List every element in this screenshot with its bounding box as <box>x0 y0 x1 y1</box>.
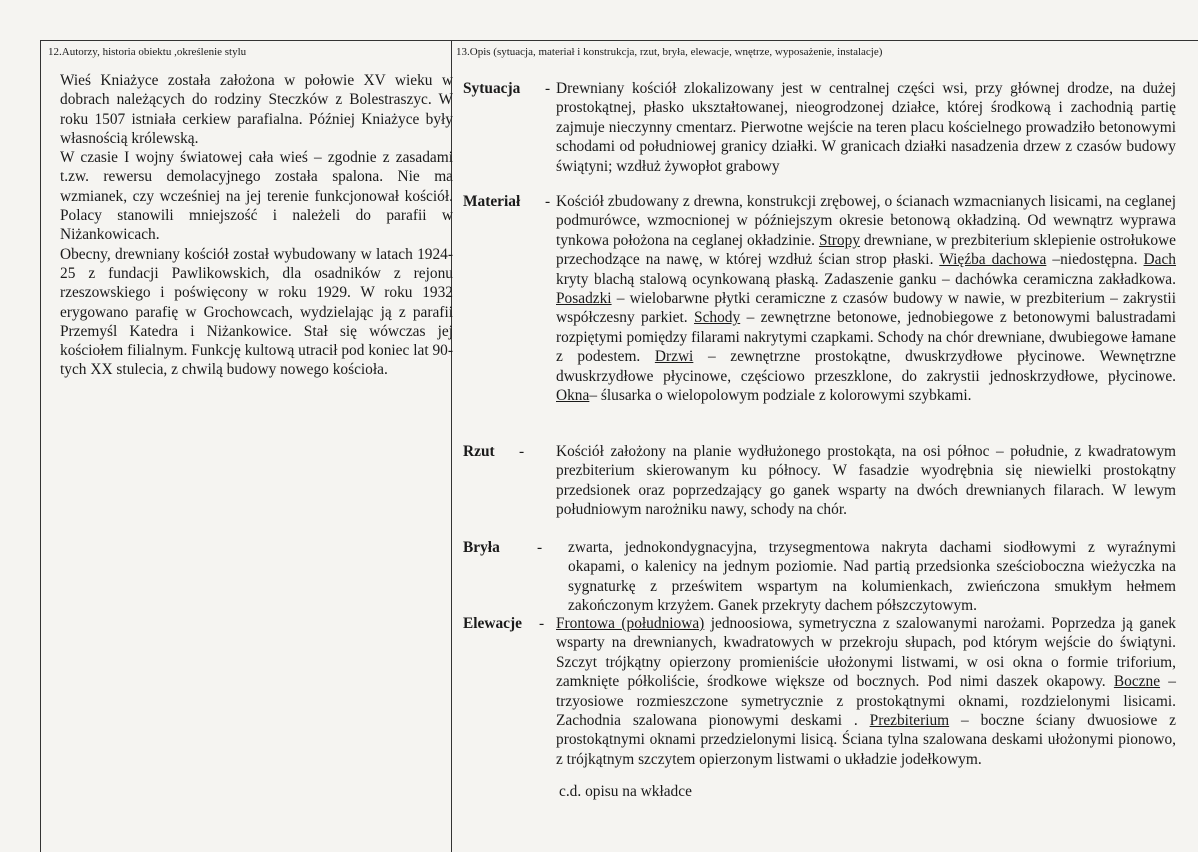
section-sytuacja: Sytuacja - Drewniany kościół zlokalizowany jest w centralnej części wsi, przy głównej drodze, na dużej prostokątnej, płasko ukształtowanej, nieogrodzonej działce, której środkową i zachodnią partię zajmuje nieczynny cmentarz. Pierwotne wejście na teren placu kościelnego prowadziło betonowymi schodami od południowej granicy działki. W granicach działki nasadzenia drzew z czasów budowy świątyni; wzdłuż żywopłot grabowy <box>463 80 1176 175</box>
term-okna: Okna <box>556 387 590 405</box>
term-schody: Schody <box>694 309 741 327</box>
term-posadzki: Posadzki <box>556 290 612 308</box>
history-text <box>60 71 453 380</box>
term-boczne: Boczne <box>1113 673 1161 691</box>
section-text-material: Kościół zbudowany z drewna, konstrukcji zrębowej, o ścianach wzmacnianych lisicami, na ceglanej podmurówce, wzmocnionej w późniejszym okresie betonową okładziną. Od wewnątrz wyprawa tynkowa położona na ceglanej okładzinie. Stropy drewniane, w prezbiterium sklepienie ostrołukowe przechodzące na nawę, w której wzdłuż ścian strop płaski. Więźba dachowa –niedostępna. Dach kryty blachą stalową ocynkowaną płaską. Zadaszenie ganku – dachówka ceramiczna zakładkowa. Posadzki – wielobarwne płytki ceramiczne z czasów budowy w nawie, w prezbiterium – zakrystii współczesny parkiet. Schody – zewnętrzne betonowe, jednobiegowe z betonowymi balustradami rozpiętymi pomiędzy filarami nakrytymi czapkami. Schody na chór drewniane, dwubiegowe łamane z podestem. Drzwi – zewnętrzne prostokątne, dwuskrzydłowe płycinowe. Wewnętrzne dwuskrzydłowe płycinowe, częściowo przeszklone, do zakrystii jednoskrzydłowe, płycinowe. Okna– ślusarka o wielopolowym podziale z kolorowymi szybkami. <box>556 193 1177 405</box>
history-paragraph-1: Wieś Kniażyce została założona w połowie XV wieku w dobrach należących do rodziny Steczków z Bolestraszyc. W roku 1507 istniała cerkiew parafialna. Później Kniażyce były własnością królewską. <box>60 72 453 147</box>
continuation-note: c.d. opisu na wkładce <box>559 783 692 800</box>
term-wiezba: Więźba dachowa <box>939 251 1047 269</box>
section-label-sytuacja: Sytuacja <box>463 80 521 97</box>
section-text-sytuacja: Drewniany kościół zlokalizowany jest w centralnej części wsi, przy głównej drodze, na dużej prostokątnej, płasko ukształtowanej, nieogrodzonej działce, której środkową i zachodnią partię zajmuje nieczynny cmentarz. Pierwotne wejście na teren placu kościelnego prowadziło betonowymi schodami od południowej granicy działki. W granicach działki nasadzenia drzew z czasów budowy świątyni; wzdłuż żywopłot grabowy <box>556 80 1176 175</box>
history-paragraph-3: Obecny, drewniany kościół został wybudowany w latach 1924-25 z fundacji Pawlikowskich, dla osadników z rejonu rzeszowskiego i poświęcony w roku 1929. W roku 1932 erygowano parafię w Grochowcach, wydzielając ją z parafii Przemyśl Katedra i Niżankowice. Stał się wówczas jej kościołem filialnym. Funkcję kultową utracił pod koniec lat 90-tych XX stulecia, z chwilą budowy nowego kościoła. <box>60 245 453 379</box>
term-prezbiterium: Prezbiterium <box>869 712 950 730</box>
left-column-header: 12.Autorzy, historia obiektu ,określenie stylu <box>48 46 247 58</box>
history-paragraph-2: W czasie I wojny światowej cała wieś – zgodnie z zasadami t.zw. rewersu demolacyjnego została spalona. Nie ma wzmianek, czy wcześniej na jej terenie funkcjonował kościół. Polacy stanowili mniejszość i należeli do parafii w Niżankowicach. <box>60 149 453 244</box>
section-material: Materiał - Kościół zbudowany z drewna, konstrukcji zrębowej, o ścianach wzmacnianych lisicami, na ceglanej podmurówce, wzmocnionej w późniejszym okresie betonową okładziną. Od wewnątrz wyprawa tynkowa położona na ceglanej okładzinie. Stropy drewniane, w prezbiterium sklepienie ostrołukowe przechodzące na nawę, w której wzdłuż ścian strop płaski. Więźba dachowa –niedostępna. Dach kryty blachą stalową ocynkowaną płaską. Zadaszenie ganku – dachówka ceramiczna zakładkowa. Posadzki – wielobarwne płytki ceramiczne z czasów budowy w nawie, w prezbiterium – zakrystii współczesny parkiet. Schody – zewnętrzne betonowe, jednobiegowe z betonowymi balustradami rozpiętymi pomiędzy filarami nakrytymi czapkami. Schody na chór drewniane, dwubiegowe łamane z podestem. Drzwi – zewnętrzne prostokątne, dwuskrzydłowe płycinowe. Wewnętrzne dwuskrzydłowe płycinowe, częściowo przeszklone, do zakrystii jednoskrzydłowe, płycinowe. Okna– ślusarka o wielopolowym podziale z kolorowymi szybkami. <box>463 193 1177 405</box>
right-column-header: 13.Opis (sytuacja, materiał i konstrukcja, rzut, bryła, elewacje, wnętrze, wyposażenie, instalacje) <box>456 46 883 58</box>
section-elewacje: Elewacje - Frontowa (południowa) jednoosiowa, symetryczna z szalowanymi narożami. Poprzedza ją ganek wsparty na drewnianych, kwadratowych w przekroju słupach, pod którym wejście do świątyni. Szczyt trójkątny opierzony promieniście ułożonymi listwami, w osi okna o formie triforium, zamknięte półkoliście, środkowe większe od bocznych. Pod nimi daszek okapowy. Boczne – trzyosiowe rozmieszczone symetrycznie z prostokątnymi oknami, rozdzielonymi lisicami. Zachodnia szalowana pionowymi deskami . Prezbiterium – boczne ściany dwuosiowe z prostokątnymi oknami przedzielonymi lisicą. Ściana tylna szalowana deskami ułożonymi pionowo, z trójkątnym szczytem opierzonym listwami o układzie jodełkowym. <box>463 615 1176 768</box>
term-stropy: Stropy <box>818 231 861 249</box>
term-dach: Dach <box>1143 251 1177 269</box>
term-drzwi: Drzwi <box>654 348 694 366</box>
section-label-elewacje: Elewacje <box>463 615 522 632</box>
term-frontowa: Frontowa (południowa) <box>556 615 705 632</box>
section-label-material: Materiał <box>463 193 521 210</box>
section-text-elewacje: Frontowa (południowa) jednoosiowa, symetryczna z szalowanymi narożami. Poprzedza ją ganek wsparty na drewnianych, kwadratowych w przekroju słupach, pod którym wejście do świątyni. Szczyt trójkątny opierzony promieniście ułożonymi listwami, w osi okna o formie triforium, zamknięte półkoliście, środkowe większe od bocznych. Pod nimi daszek okapowy. Boczne – trzyosiowe rozmieszczone symetrycznie z prostokątnymi oknami, rozdzielonymi lisicami. Zachodnia szalowana pionowymi deskami . Prezbiterium – boczne ściany dwuosiowe z prostokątnymi oknami przedzielonymi lisicą. Ściana tylna szalowana deskami ułożonymi pionowo, z trójkątnym szczytem opierzonym listwami o układzie jodełkowym. <box>556 615 1176 768</box>
section-text-rzut: Kościół założony na planie wydłużonego prostokąta, na osi północ – południe, z kwadratowym prezbiterium skierowanym ku północy. W fasadzie wyodrębnia się niewielki prostokątny przedsionek oraz poprzedzający go ganek wsparty na dwóch drewnianych filarach. W lewym południowym narożniku nawy, schody na chór. <box>556 443 1176 519</box>
section-label-bryla: Bryła <box>463 539 500 556</box>
section-bryla: Bryła - zwarta, jednokondygnacyjna, trzysegmentowa nakryta dachami siodłowymi z wyraźnymi okapami, o kalenicy na jednym poziomie. Nad partią przedsionka sześcioboczna wieżyczka na sygnaturkę z prześwitem wspartym na kolumienkach, zwieńczona smukłym hełmem zakończonym krzyżem. Ganek przekryty dachem półszczytowym. <box>463 539 1176 615</box>
section-rzut: Rzut - Kościół założony na planie wydłużonego prostokąta, na osi północ – południe, z kwadratowym prezbiterium skierowanym ku północy. W fasadzie wyodrębnia się niewielki prostokątny przedsionek oraz poprzedzający go ganek wsparty na dwóch drewnianych filarach. W lewym południowym narożniku nawy, schody na chór. <box>463 443 1176 519</box>
section-label-rzut: Rzut <box>463 443 495 460</box>
section-text-bryla: zwarta, jednokondygnacyjna, trzysegmentowa nakryta dachami siodłowymi z wyraźnymi okapami, o kalenicy na jednym poziomie. Nad partią przedsionka sześcioboczna wieżyczka na sygnaturkę z prześwitem wspartym na kolumienkach, zwieńczona smukłym hełmem zakończonym krzyżem. Ganek przekryty dachem półszczytowym. <box>568 539 1176 615</box>
